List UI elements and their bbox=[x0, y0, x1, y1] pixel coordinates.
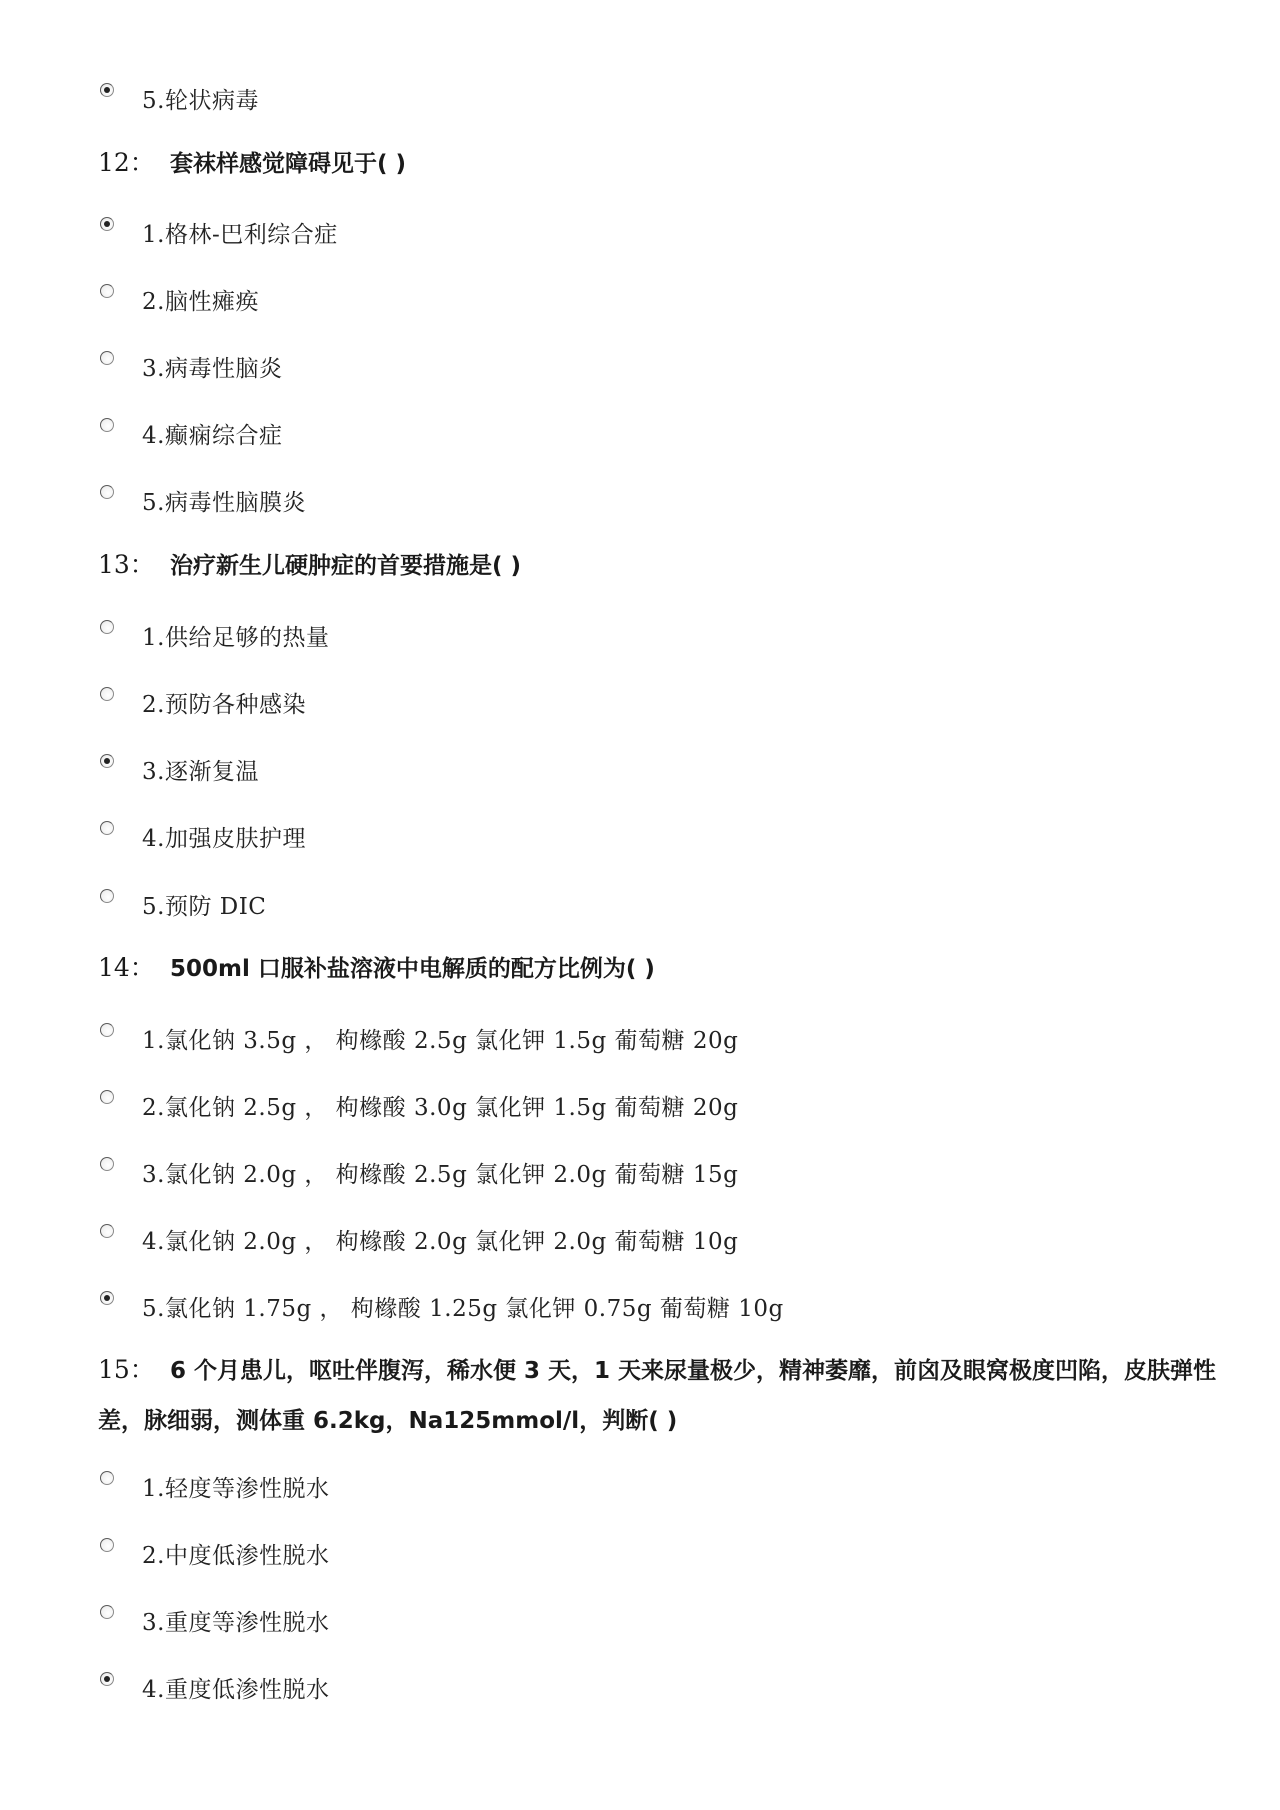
radio-unchecked-icon[interactable] bbox=[100, 418, 114, 432]
option-label: 2.氯化钠 2.5g ， 枸橼酸 3.0g 氯化钾 1.5g 葡萄糖 20g bbox=[142, 1094, 739, 1121]
option-row[interactable] bbox=[100, 1286, 784, 1326]
option-label: 1.轻度等渗性脱水 bbox=[142, 1475, 330, 1502]
question-number: 14： bbox=[98, 953, 155, 982]
option-row[interactable] bbox=[100, 413, 282, 453]
option-row[interactable] bbox=[100, 212, 338, 252]
question-number: 15： bbox=[98, 1355, 155, 1384]
radio-unchecked-icon[interactable] bbox=[100, 620, 114, 634]
option-row[interactable] bbox=[100, 279, 259, 319]
radio-unchecked-icon[interactable] bbox=[100, 1471, 114, 1485]
radio-unchecked-icon[interactable] bbox=[100, 889, 114, 903]
option-row[interactable] bbox=[100, 749, 259, 789]
question-number: 13： bbox=[98, 550, 155, 579]
radio-unchecked-icon[interactable] bbox=[100, 1605, 114, 1619]
option-row[interactable] bbox=[100, 884, 266, 924]
option-label: 5.预防 DIC bbox=[142, 893, 267, 920]
option-label: 5.轮状病毒 bbox=[142, 87, 259, 114]
option-label: 1.氯化钠 3.5g ， 枸橼酸 2.5g 氯化钾 1.5g 葡萄糖 20g bbox=[142, 1027, 739, 1054]
radio-unchecked-icon[interactable] bbox=[100, 351, 114, 365]
option-label: 2.脑性瘫痪 bbox=[142, 288, 259, 315]
option-label: 2.中度低渗性脱水 bbox=[142, 1542, 330, 1569]
radio-unchecked-icon[interactable] bbox=[100, 1538, 114, 1552]
option-label: 4.重度低渗性脱水 bbox=[142, 1676, 330, 1703]
radio-checked-icon[interactable] bbox=[100, 1291, 114, 1305]
question-text: 6 个月患儿，呕吐伴腹泻，稀水便 3 天，1 天来尿量极少，精神萎靡，前囟及眼窝极度凹陷，皮肤弹性差，脉细弱，测体重 6.2kg，Na125mmol/l，判断( ) bbox=[98, 1358, 1217, 1434]
question-13 bbox=[98, 540, 1248, 591]
option-row[interactable] bbox=[100, 1152, 738, 1192]
option-label: 3.氯化钠 2.0g ， 枸橼酸 2.5g 氯化钾 2.0g 葡萄糖 15g bbox=[142, 1161, 739, 1188]
question-text: 套袜样感觉障碍见于( ) bbox=[170, 151, 407, 177]
radio-checked-icon[interactable] bbox=[100, 217, 114, 231]
option-row[interactable] bbox=[100, 682, 306, 722]
option-label: 1.供给足够的热量 bbox=[142, 624, 330, 651]
option-row[interactable] bbox=[100, 480, 306, 520]
option-row[interactable] bbox=[100, 346, 282, 386]
radio-unchecked-icon[interactable] bbox=[100, 1023, 114, 1037]
option-row[interactable] bbox=[100, 1600, 329, 1640]
option-row[interactable] bbox=[100, 1219, 738, 1259]
question-12 bbox=[98, 138, 1248, 189]
option-row[interactable] bbox=[100, 615, 329, 655]
option-row[interactable] bbox=[100, 1085, 738, 1125]
radio-unchecked-icon[interactable] bbox=[100, 1090, 114, 1104]
option-label: 5.病毒性脑膜炎 bbox=[142, 489, 306, 516]
option-label: 3.逐渐复温 bbox=[142, 758, 259, 785]
question-14 bbox=[98, 943, 1248, 994]
question-number: 12： bbox=[98, 148, 155, 177]
radio-unchecked-icon[interactable] bbox=[100, 687, 114, 701]
option-label: 3.重度等渗性脱水 bbox=[142, 1609, 330, 1636]
option-label: 1.格林-巴利综合症 bbox=[142, 221, 338, 248]
option-row[interactable] bbox=[100, 1466, 329, 1506]
question-15 bbox=[98, 1345, 1248, 1446]
radio-unchecked-icon[interactable] bbox=[100, 821, 114, 835]
radio-unchecked-icon[interactable] bbox=[100, 284, 114, 298]
radio-checked-icon[interactable] bbox=[100, 1672, 114, 1686]
radio-unchecked-icon[interactable] bbox=[100, 1224, 114, 1238]
radio-checked-icon[interactable] bbox=[100, 754, 114, 768]
option-label: 2.预防各种感染 bbox=[142, 691, 306, 718]
option-row[interactable] bbox=[100, 816, 306, 856]
option-label: 4.氯化钠 2.0g ， 枸橼酸 2.0g 氯化钾 2.0g 葡萄糖 10g bbox=[142, 1228, 739, 1255]
radio-unchecked-icon[interactable] bbox=[100, 1157, 114, 1171]
question-text: 治疗新生儿硬肿症的首要措施是( ) bbox=[170, 553, 522, 579]
option-row[interactable] bbox=[100, 1533, 329, 1573]
option-label: 4.癫痫综合症 bbox=[142, 422, 283, 449]
option-label: 5.氯化钠 1.75g ， 枸橼酸 1.25g 氯化钾 0.75g 葡萄糖 10g bbox=[142, 1295, 784, 1322]
question-text: 500ml 口服补盐溶液中电解质的配方比例为( ) bbox=[170, 956, 655, 982]
radio-unchecked-icon[interactable] bbox=[100, 485, 114, 499]
option-label: 4.加强皮肤护理 bbox=[142, 825, 306, 852]
radio-checked-icon[interactable] bbox=[100, 83, 114, 97]
option-row[interactable] bbox=[100, 78, 259, 118]
option-row[interactable] bbox=[100, 1667, 329, 1707]
option-label: 3.病毒性脑炎 bbox=[142, 355, 283, 382]
option-row[interactable] bbox=[100, 1018, 738, 1058]
